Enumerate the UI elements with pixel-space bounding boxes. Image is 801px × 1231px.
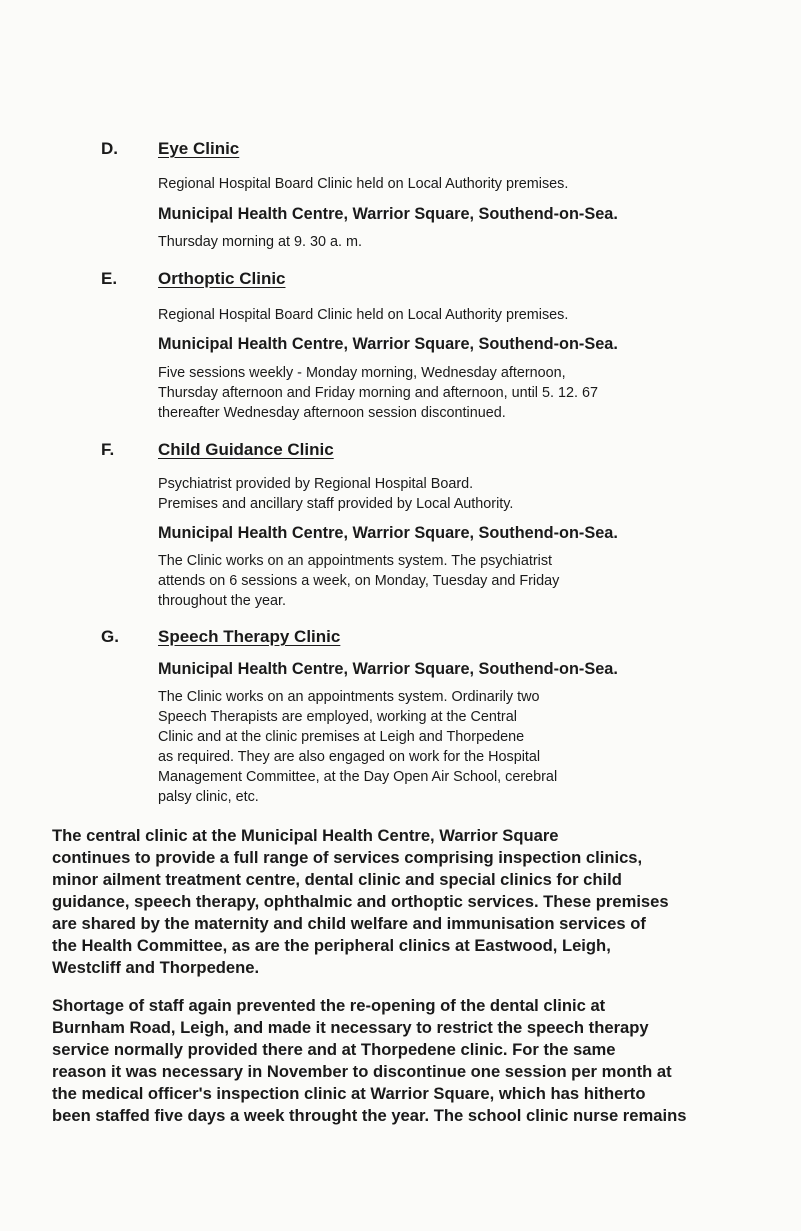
section-line: as required. They are also engaged on work for the Hospital [158, 749, 541, 765]
paragraph-line: minor ailment treatment centre, dental clinic and special clinics for child [52, 870, 622, 889]
paragraph-line: Shortage of staff again prevented the re-opening of the dental clinic at [52, 996, 606, 1015]
paragraph-line: been staffed five days a week throught the year. The school clinic nurse remains [52, 1106, 687, 1125]
section-line: thereafter Wednesday afternoon session discontinued. [158, 405, 506, 421]
paragraph-line: guidance, speech therapy, ophthalmic and orthoptic services. These premises [52, 892, 669, 911]
paragraph-line: the Health Committee, as are the peripheral clinics at Eastwood, Leigh, [52, 936, 611, 955]
section-letter: G. [101, 627, 119, 646]
section-letter: D. [101, 139, 118, 158]
section-heading: Orthoptic Clinic [158, 269, 286, 288]
section-heading: Eye Clinic [158, 139, 240, 158]
section-line: Regional Hospital Board Clinic held on Local Authority premises. [158, 176, 569, 192]
section-line: Regional Hospital Board Clinic held on Local Authority premises. [158, 307, 569, 323]
section-address: Municipal Health Centre, Warrior Square, Southend-on-Sea. [158, 524, 618, 542]
section-address: Municipal Health Centre, Warrior Square, Southend-on-Sea. [158, 335, 618, 353]
section-line: The Clinic works on an appointments system. Ordinarily two [158, 689, 540, 705]
paragraph-line: continues to provide a full range of services comprising inspection clinics, [52, 848, 643, 867]
section-letter: F. [101, 440, 115, 459]
section-line: Thursday afternoon and Friday morning and afternoon, until 5. 12. 67 [158, 385, 598, 401]
section-line: Premises and ancillary staff provided by Local Authority. [158, 496, 514, 512]
section-line: Psychiatrist provided by Regional Hospital Board. [158, 476, 474, 492]
section-heading: Speech Therapy Clinic [158, 627, 341, 646]
section-heading: Child Guidance Clinic [158, 440, 334, 459]
paragraph-line: reason it was necessary in November to discontinue one session per month at [52, 1062, 672, 1081]
section-line: palsy clinic, etc. [158, 789, 259, 805]
section-line: Five sessions weekly - Monday morning, Wednesday afternoon, [158, 365, 566, 381]
section-address: Municipal Health Centre, Warrior Square, Southend-on-Sea. [158, 205, 618, 223]
section-line: attends on 6 sessions a week, on Monday, Tuesday and Friday [158, 573, 560, 589]
section-line: The Clinic works on an appointments system. The psychiatrist [158, 553, 553, 569]
paragraph-line: the medical officer's inspection clinic at Warrior Square, which has hitherto [52, 1084, 646, 1103]
section-line: Thursday morning at 9. 30 a. m. [158, 234, 362, 250]
paragraph-line: service normally provided there and at Thorpedene clinic. For the same [52, 1040, 616, 1059]
paragraph-line: Westcliff and Thorpedene. [52, 958, 260, 977]
paragraph-line: Burnham Road, Leigh, and made it necessary to restrict the speech therapy [52, 1018, 649, 1037]
paragraph-line: are shared by the maternity and child welfare and immunisation services of [52, 914, 646, 933]
section-line: throughout the year. [158, 593, 287, 609]
section-line: Speech Therapists are employed, working at the Central [158, 709, 517, 725]
section-letter: E. [101, 269, 118, 288]
section-line: Management Committee, at the Day Open Air School, cerebral [158, 769, 558, 785]
section-address: Municipal Health Centre, Warrior Square, Southend-on-Sea. [158, 660, 618, 678]
paragraph-line: The central clinic at the Municipal Health Centre, Warrior Square [52, 826, 559, 845]
section-line: Clinic and at the clinic premises at Leigh and Thorpedene [158, 729, 525, 745]
